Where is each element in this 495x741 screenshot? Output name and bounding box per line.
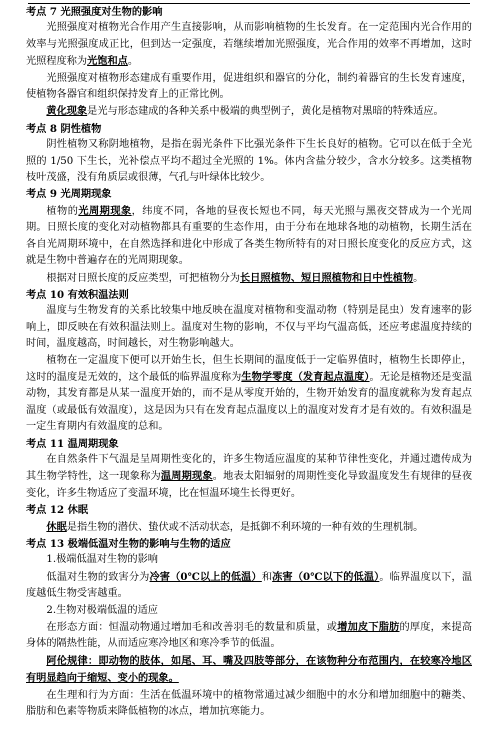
paragraph: 在生理和行为方面：生活在低温环境中的植物常通过减少细胞中的水分和增加细胞中的糖类、脂肪和色素等物质来降低植物的冰点，增加抗寒能力。 [26, 689, 472, 718]
paragraph: 根据对日照长度的反应类型，可把植物分为长日照植物、短日照植物和日中性植物。 [46, 271, 424, 284]
section-heading-12: 考点 12 休眠 [26, 504, 89, 517]
key-term: 光饱和点 [87, 55, 128, 68]
key-term: 黄化现象 [46, 105, 88, 118]
subheading: 2.生物对极端低温的适应 [46, 604, 158, 616]
section-heading-13: 考点 13 极端低温对生物的影响与生物的适应 [26, 538, 231, 550]
paragraph [26, 653, 472, 688]
subheading: 1.极端低温对生物的影响 [46, 554, 158, 566]
paragraph: 阴性植物又称阴地植物，是指在弱光条件下比强光条件下生长良好的植物。它可以在低于全光照的 1/50 下生长，光补偿点平均不超过全光照的 1%。体内含盐分较少，含水分较多。这类植物枝叶茂盛，没有角质层或很薄，气孔与叶绿体比较少。 [26, 139, 472, 184]
paragraph: 在形态方面：恒温动物通过增加毛和改善羽毛的数量和质量，或增加皮下脂肪的厚度，来提高身体的隔热性能，从而适应寒冷地区和寒冷季节的低温。 [26, 621, 473, 650]
section-heading-10: 考点 10 有效积温法则 [26, 288, 129, 301]
key-term: 生物学零度（发育起点温度） [241, 370, 370, 383]
key-term: 冷害（0℃以上的低温） [149, 570, 262, 583]
section-heading-9: 考点 9 光周期现象 [26, 188, 112, 201]
paragraph: 植物的光周期现象，纬度不同，各地的昼夜长短也不同，每天光照与黑夜交替成为一个光周期。日照长度的变化对动植物都具有重要的生态作用，由于分布在地球各地的动植物，长期生活在各自光周期环境中，在自然选择和进化中形成了各类生物所特有的对日照长度变化的反应方式，这就是生物中普遍存在的光周期现象。 [26, 204, 473, 267]
paragraph: 低温对生物的致害分为冷害（0℃以上的低温）和冻害（0℃以下的低温）。临界温度以下，温度越低生物受害越重。 [26, 570, 473, 600]
section-heading-8: 考点 8 阴性植物 [26, 122, 102, 135]
key-term: 冻害（0℃以下的低温） [272, 570, 380, 583]
paragraph: 光照强度对植物光合作用产生直接影响，从而影响植物的生长发育。在一定范围内光合作用的效率与光照强度成正比，但到达一定强度，若继续增加光照强度，光合作用的效率不再增加，这时光照程度称为光饱和点。 [26, 22, 472, 68]
section-heading-7: 考点 7 光照强度对生物的影响 [26, 6, 163, 18]
paragraph: 休眠是指生物的潜伏、蛰伏或不活动状态，是抵御不利环境的一种有效的生理机制。 [46, 520, 424, 533]
paragraph: 温度与生物发育的关系比较集中地反映在温度对植物和变温动物（特别是昆虫）发育速率的影响上，即反映在有效积温法则上。温度对生物的影响，不仅与平均气温高低，还应考虑温度持续的时间，温度越高，时间越长，对生物影响越大。 [26, 305, 472, 350]
key-term: 温周期现象 [160, 470, 213, 483]
paragraph: 在自然条件下气温是呈周期性变化的，许多生物适应温度的某种节律性变化，并通过遗传成为其生物学特性，这一现象称为温周期现象。地表太阳辐射的周期性变化导致温度发生有规律的昼夜变化，许多生物适应了变温环境，比在恒温环境生长得更好。 [26, 453, 473, 499]
key-term: 增加皮下脂肪 [337, 621, 400, 634]
key-term: 阿伦规律：即动物的肢体，如尾、耳、嘴及四肢等部分，在该物种分布范围内，在较寒冷地区有明显趋向于缩短、变小的现象。 [26, 654, 472, 685]
section-heading-11: 考点 11 温周期现象 [26, 437, 119, 450]
paragraph: 植物在一定温度下便可以开始生长，但生长期间的温度低于一定临界值时，植物生长即停止，这时的温度是无效的，这个最低的临界温度称为生物学零度（发育起点温度）。无论是植物还是变温动物，其发育都是从某一温度开始的，而不是从零度开始的，生物开始发育的温度就称为发育起点温度（或最低有效温度），这是因为只有在发育起点温度以上的温度对发育才是有效的。有效积温是一定生育期内有效温度的总和。 [26, 354, 473, 433]
paragraph: 光照强度对植物形态建成有重要作用，促进组织和器官的分化，制约着器官的生长发育速度，使植物各器官和组织保持发育上的正常比例。 [26, 72, 472, 101]
key-term: 长日照植物、短日照植物和日中性植物 [239, 271, 414, 284]
key-term: 休眠 [46, 520, 67, 533]
key-term: 光周期现象 [78, 204, 132, 217]
document-body [26, 4, 472, 720]
paragraph: 黄化现象是光与形态建成的各种关系中极端的典型例子，黄化是植物对黑暗的特殊适应。 [46, 105, 444, 118]
